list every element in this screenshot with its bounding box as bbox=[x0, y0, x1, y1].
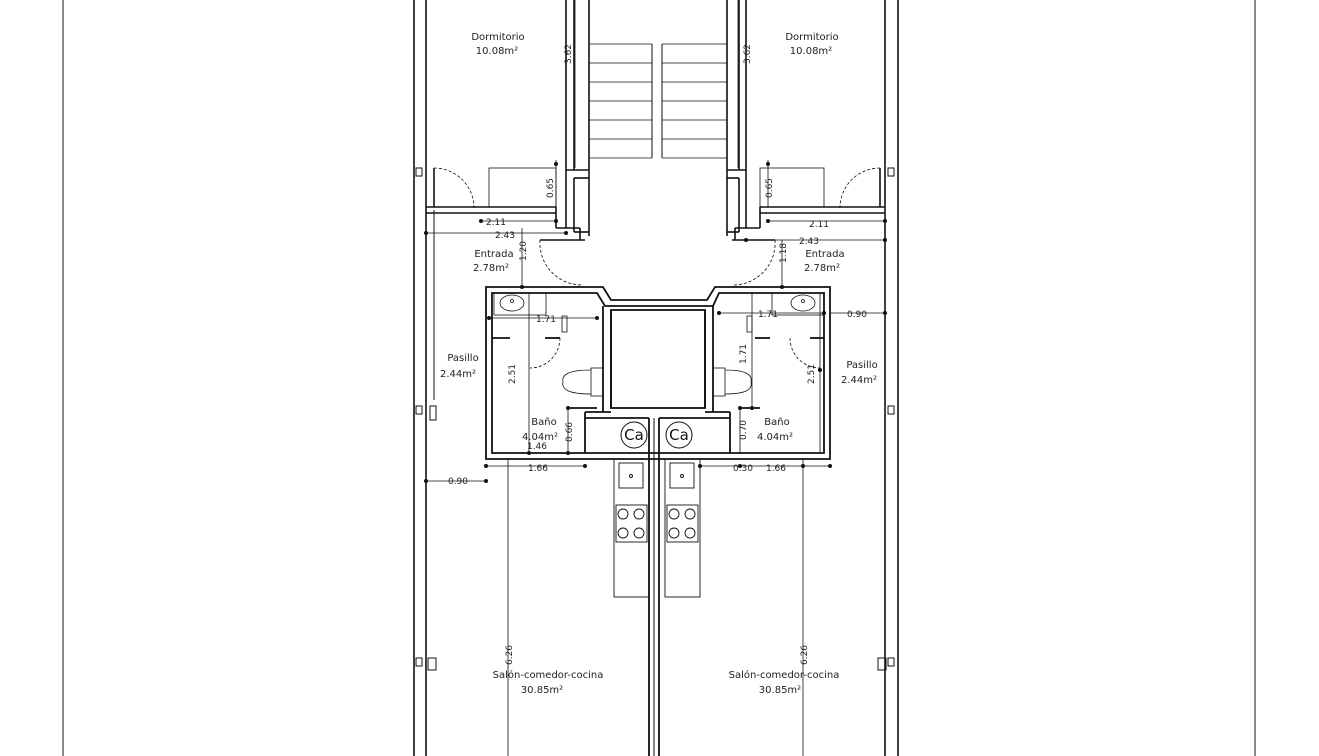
water-heater-left-label: Ca bbox=[624, 426, 644, 444]
water-heater-right-label: Ca bbox=[669, 426, 689, 444]
dim-166-left: 1.66 bbox=[527, 464, 549, 474]
room-name-bano-right: Baño bbox=[764, 417, 790, 428]
dim-066-left: 0.66 bbox=[565, 421, 575, 443]
dim-362-left: 3.62 bbox=[564, 43, 574, 65]
dim-070-right: 0.70 bbox=[739, 419, 749, 441]
dim-243-left: 2.43 bbox=[494, 231, 516, 241]
dim-166-right: 1.66 bbox=[765, 464, 787, 474]
room-area-pasillo-left: 2.44m² bbox=[439, 369, 477, 380]
dim-211-left: 2.11 bbox=[485, 218, 507, 228]
room-area-pasillo-right: 2.44m² bbox=[840, 375, 878, 386]
dim-362-right: 3.62 bbox=[743, 43, 753, 65]
dim-030-right: 0.30 bbox=[732, 464, 754, 474]
room-name-pasillo-right: Pasillo bbox=[846, 360, 878, 371]
room-name-dorm-right: Dormitorio bbox=[785, 32, 839, 43]
dimension-dots bbox=[424, 162, 887, 483]
dim-171v-right: 1.71 bbox=[739, 343, 749, 365]
door-swing-bano-left bbox=[530, 338, 560, 368]
door-swing-dorm-right bbox=[840, 168, 880, 208]
dim-090-right: 0.90 bbox=[846, 310, 868, 320]
kitchen-left bbox=[614, 459, 649, 597]
dim-243-right: 2.43 bbox=[798, 237, 820, 247]
dim-118-right: 1.18 bbox=[779, 242, 789, 264]
room-name-entrada-left: Entrada bbox=[474, 249, 514, 260]
room-name-salon-left: Salón-comedor-cocina bbox=[492, 670, 604, 681]
sink-left bbox=[494, 293, 546, 315]
room-name-entrada-right: Entrada bbox=[805, 249, 845, 260]
dim-626-left: 6.26 bbox=[505, 644, 515, 666]
wall-ticks bbox=[416, 168, 894, 670]
wall-dorm-left bbox=[426, 170, 589, 240]
dim-626-right: 6.26 bbox=[800, 644, 810, 666]
room-name-bano-left: Baño bbox=[531, 417, 557, 428]
dim-171h-right: 1.71 bbox=[757, 310, 779, 320]
room-area-bano-right: 4.04m² bbox=[756, 432, 794, 443]
dim-171h-left: 1.71 bbox=[535, 315, 557, 325]
dim-251-right: 2.51 bbox=[807, 363, 817, 385]
wall-dorm-right bbox=[727, 170, 885, 240]
door-swing-entrada-right bbox=[733, 240, 775, 285]
room-area-salon-left: 30.85m² bbox=[520, 685, 564, 696]
exterior-wall-right bbox=[885, 0, 898, 756]
exterior-wall-left bbox=[414, 0, 434, 756]
dim-065-left: 0.65 bbox=[546, 177, 556, 199]
sink-right bbox=[772, 293, 824, 315]
room-name-dorm-left: Dormitorio bbox=[471, 32, 525, 43]
room-area-entrada-right: 2.78m² bbox=[803, 263, 841, 274]
toilet-right bbox=[713, 368, 751, 396]
dimension-labels bbox=[448, 44, 867, 665]
dim-211-right: 2.11 bbox=[808, 220, 830, 230]
towel-rack-right bbox=[747, 316, 752, 332]
door-swing-bano-right bbox=[790, 338, 820, 368]
kitchen-right bbox=[665, 459, 700, 597]
room-area-bano-left: 4.04m² bbox=[521, 432, 559, 443]
toilet-left bbox=[563, 368, 603, 396]
room-name-salon-right: Salón-comedor-cocina bbox=[728, 670, 840, 681]
door-swing-entrada-left bbox=[540, 240, 582, 285]
door-swing-dorm-left bbox=[434, 168, 474, 208]
dim-120-left: 1.20 bbox=[519, 240, 529, 262]
room-area-entrada-left: 2.78m² bbox=[472, 263, 510, 274]
stairwell bbox=[566, 0, 746, 170]
room-area-salon-right: 30.85m² bbox=[758, 685, 802, 696]
room-name-pasillo-left: Pasillo bbox=[447, 353, 479, 364]
dim-090-left: 0.90 bbox=[447, 477, 469, 487]
dim-065-right: 0.65 bbox=[765, 177, 775, 199]
room-area-dorm-left: 10.08m² bbox=[475, 46, 519, 57]
dim-146-left: 1.46 bbox=[526, 442, 548, 452]
room-area-dorm-right: 10.08m² bbox=[789, 46, 833, 57]
dim-251-left: 2.51 bbox=[508, 363, 518, 385]
